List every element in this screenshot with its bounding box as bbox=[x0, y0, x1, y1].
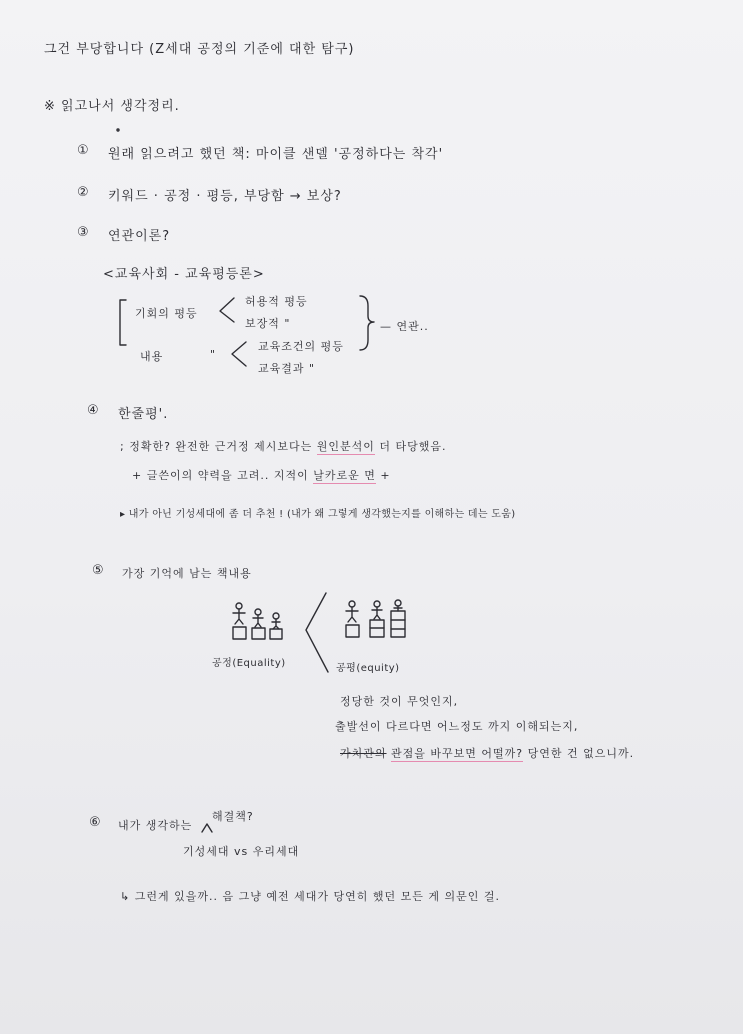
comparison-divider bbox=[306, 593, 328, 672]
memory-line-1: 정당한 것이 무엇인지, bbox=[340, 695, 459, 708]
struck-word: 가치관의 bbox=[340, 747, 387, 760]
item-3-number: ③ bbox=[77, 225, 90, 240]
guaranteed-equality: 보장적 " bbox=[245, 317, 291, 330]
angle-bracket-1 bbox=[220, 298, 234, 322]
review-line-1: ; 정확한? 완전한 근거정 제시보다는 원인분석이 더 타당했음. bbox=[120, 440, 447, 453]
equality-figures bbox=[233, 603, 282, 639]
ditto-mark: " bbox=[210, 348, 217, 361]
item-2-number: ② bbox=[77, 185, 90, 200]
closing-note: ↳ 그런게 있을까.. 음 그냥 예전 세대가 당연히 했던 모든 게 의문인 걸. bbox=[120, 890, 500, 903]
item-6-number: ⑥ bbox=[89, 815, 102, 830]
item-3-subtitle: <교육사회 - 교육평등론> bbox=[103, 267, 265, 282]
item-6-subtitle: 기성세대 vs 우리세대 bbox=[183, 845, 300, 858]
left-bracket bbox=[120, 300, 126, 345]
section-heading: ※ 읽고나서 생각정리. bbox=[44, 99, 180, 114]
review-highlight-1: 원인분석이 bbox=[316, 440, 375, 453]
permissive-equality: 허용적 평등 bbox=[245, 295, 308, 308]
review-highlight-2: 날카로운 면 bbox=[313, 469, 376, 482]
insert-caret bbox=[202, 824, 212, 832]
angle-bracket-2 bbox=[232, 342, 246, 366]
item-5-text: 가장 기억에 남는 책내용 bbox=[122, 567, 252, 580]
condition-equality: 교육조건의 평등 bbox=[258, 340, 344, 353]
item-6-insert: 해결책? bbox=[212, 810, 254, 823]
result-equality: 교육결과 " bbox=[258, 362, 316, 375]
review-line-2: + 글쓴이의 약력을 고려.. 지적이 날카로운 면 + bbox=[132, 469, 391, 482]
page-title: 그건 부당합니다 (Z세대 공정의 기준에 대한 탐구) bbox=[44, 42, 355, 57]
memory-line-2: 출발선이 다르다면 어느정도 까지 이해되는지, bbox=[335, 720, 579, 733]
equality-label: 공정(Equality) bbox=[212, 658, 286, 669]
equity-figures bbox=[346, 600, 405, 637]
item-1-number: ① bbox=[77, 143, 90, 158]
pen-dot bbox=[117, 129, 119, 131]
item-4-text: 한줄평'. bbox=[118, 407, 169, 422]
item-1-text: 원래 읽으려고 했던 책: 마이클 샌델 '공정하다는 착각' bbox=[108, 147, 444, 162]
memory-line-3: 가치관의 관점을 바꾸보면 어떨까? 당연한 건 없으니까. bbox=[340, 747, 635, 760]
equal-opportunity-label: 기회의 평등 bbox=[135, 307, 198, 320]
item-4-number: ④ bbox=[87, 403, 100, 418]
item-5-number: ⑤ bbox=[92, 563, 105, 578]
item-3-text: 연관이론? bbox=[108, 229, 171, 244]
content-label: 내용 bbox=[140, 350, 164, 363]
equity-label: 공평(equity) bbox=[336, 663, 400, 674]
item-2-text: 키워드 · 공정 · 평등, 부당함 → 보상? bbox=[108, 189, 342, 204]
review-line-3: ▸ 내가 아닌 기성세대에 좀 더 추천 ! (내가 왜 그렇게 생각했는지를 이해하는 데는 도움) bbox=[120, 509, 516, 520]
right-brace bbox=[360, 296, 374, 350]
memory-highlight: 관점을 바꾸보면 어떨까? bbox=[391, 747, 524, 760]
related-note: — 연관.. bbox=[380, 320, 429, 333]
item-6-text: 내가 생각하는 bbox=[118, 819, 193, 832]
